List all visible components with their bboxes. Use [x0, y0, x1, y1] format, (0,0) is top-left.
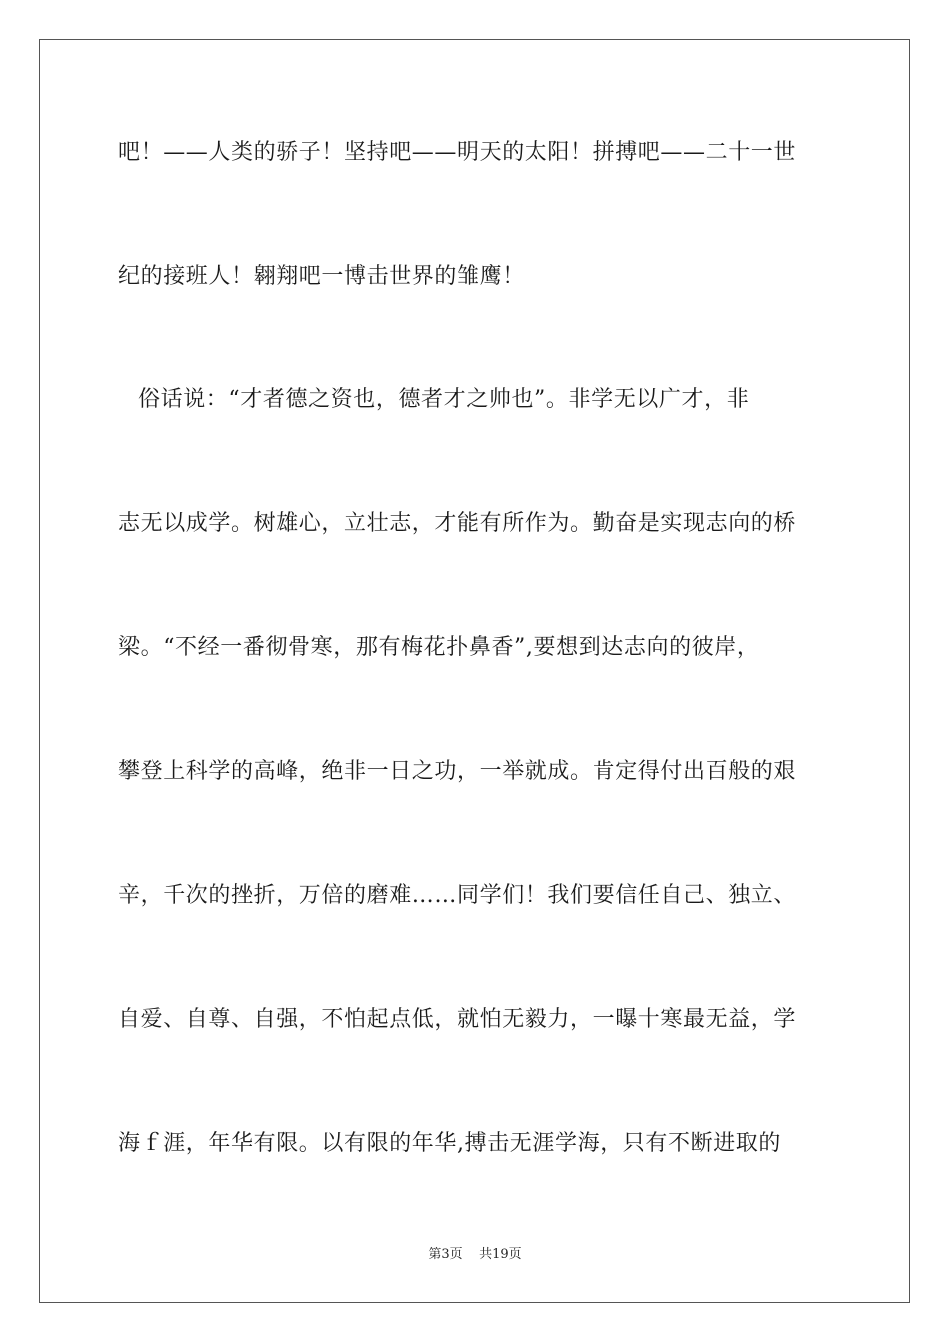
text-line: 海ｆ涯，年华有限。以有限的年华,搏击无涯学海，只有不断进取的 [118, 1131, 781, 1156]
text-line: 攀登上科学的高峰，绝非一日之功，一举就成。肯定得付出百般的艰 [118, 759, 797, 784]
text-line: 志无以成学。树雄心，立壮志，才能有所作为。勤奋是实现志向的桥 [118, 511, 797, 536]
text-line: 吧！——人类的骄子！坚持吧——明天的太阳！拼搏吧——二十一世 [118, 140, 797, 165]
page-footer [0, 1246, 950, 1264]
page-total: 共19页 [479, 1247, 522, 1262]
text-line: 自爱、自尊、自强，不怕起点低，就怕无毅力，一曝十寒最无益，学 [118, 1007, 797, 1032]
text-line: 纪的接班人！翱翔吧一博击世界的雏鹰！ [118, 264, 525, 289]
document-body [118, 0, 834, 1240]
page-number: 第3页 [428, 1247, 463, 1262]
paragraph-start-line: 俗话说：“才者德之资也，德者才之帅也”。非学无以广才，非 [138, 387, 750, 412]
text-line: 梁。“不经一番彻骨寒，那有梅花扑鼻香”,要想到达志向的彼岸， [118, 635, 760, 660]
text-line: 辛，千次的挫折，万倍的磨难……同学们！我们要信任自己、独立、 [118, 883, 797, 908]
